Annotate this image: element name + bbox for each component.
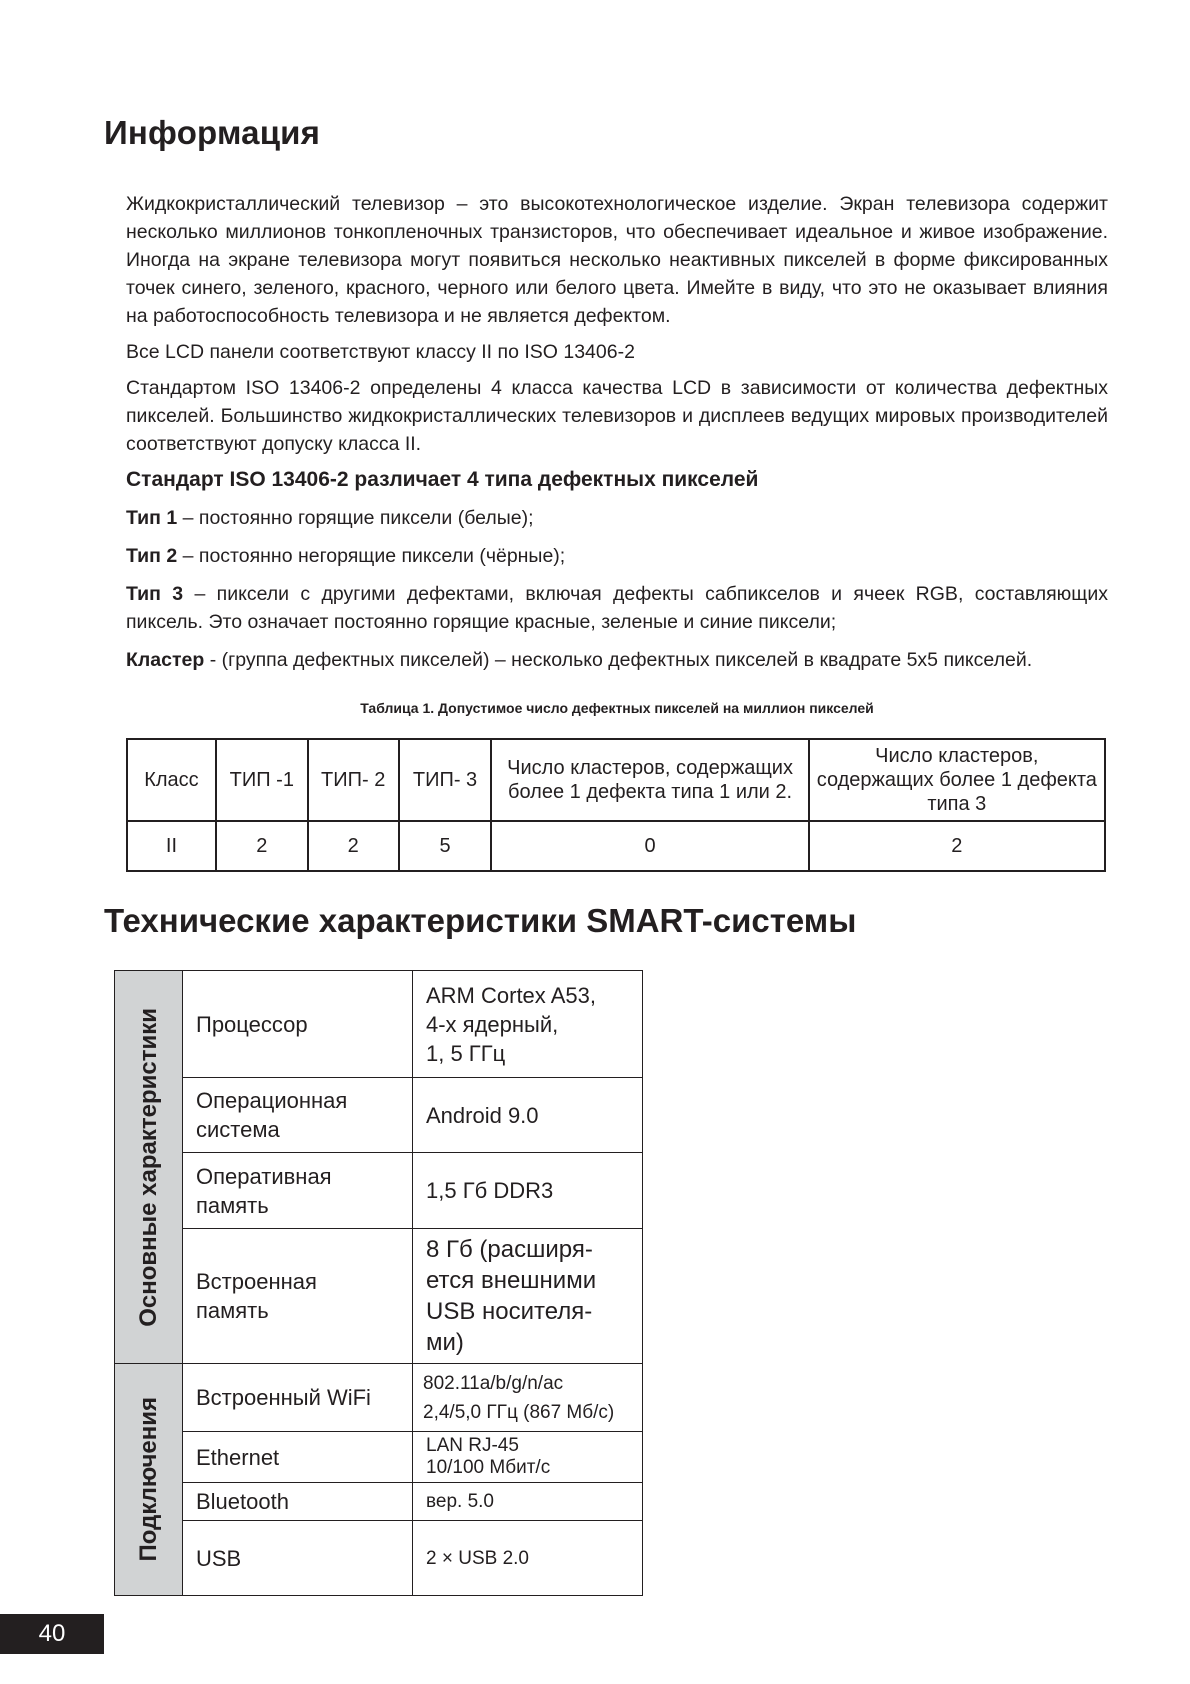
- spec-name-text: Встроенная память: [196, 1269, 317, 1323]
- spec-name: [183, 1432, 413, 1483]
- spec-name: [183, 1078, 413, 1153]
- group-conn-cell: [115, 1364, 183, 1596]
- defect-pixel-table: [126, 738, 1106, 872]
- spec-name-text: Ethernet: [196, 1444, 280, 1470]
- spec-row: [115, 1153, 643, 1229]
- spec-row: [115, 1078, 643, 1153]
- defect-text: - (группа дефектных пикселей) – несколько дефектных пикселей в квадрате 5х5 пикселей.: [204, 649, 1033, 671]
- spec-value: [413, 1483, 643, 1521]
- spec-name-text: Оперативная память: [196, 1163, 332, 1218]
- header-cell: ТИП- 2: [308, 739, 399, 821]
- table-row: [127, 821, 1105, 871]
- defect-type-1: [126, 504, 1108, 532]
- smart-title: Технические характеристики SMART-системы: [104, 902, 857, 939]
- spec-value: [413, 1229, 643, 1364]
- defect-type-3: [126, 580, 1108, 636]
- table-cell: 5: [399, 821, 492, 871]
- spec-value-text: 2 × USB 2.0: [426, 1547, 529, 1569]
- table-cell: 0: [491, 821, 808, 871]
- info-paragraph: Стандартом ISO 13406-2 определены 4 класса качества LCD в зависимости от количества дефектных пикселей. Большинство жидкокристаллических телевизоров и дисплеев ведущих мировых производителей соответствуют допуску класса II.: [126, 377, 1108, 455]
- spec-row: [115, 1521, 643, 1596]
- header-cell: Класс: [127, 739, 216, 821]
- group-main-label: Основные характеристики: [135, 1007, 162, 1327]
- defect-text: – постоянно горящие пиксели (белые);: [177, 507, 534, 529]
- spec-name-text: USB: [196, 1545, 242, 1571]
- table-header-row: [127, 739, 1105, 821]
- spec-value-text: 8 Гб (расширя- ется внешними USB носителя- ми): [426, 1236, 597, 1356]
- table-cell: 2: [809, 821, 1105, 871]
- defect-text: – пиксели с другими дефектами, включая дефекты сабпикселов и ячеек RGB, составляющих пиксель. Это означает постоянно горящие красные, зеленые и синие пиксели;: [126, 583, 1108, 633]
- smart-specs-table: [114, 970, 643, 1596]
- spec-value-text: 802.11a/b/g/n/ac 2,4/5,0 ГГц (867 Мб/с): [423, 1372, 615, 1423]
- group-main-cell: [115, 971, 183, 1364]
- spec-value-text: LAN RJ-45 10/100 Мбит/с: [426, 1435, 551, 1478]
- spec-value: [413, 1521, 643, 1596]
- spec-name: [183, 971, 413, 1078]
- info-paragraph: Жидкокристаллический телевизор – это высокотехнологическое изделие. Экран телевизора содержит несколько миллионов тонкопленочных транзисторов, что обеспечивает идеальное и живое изображение. Иногда на экране телевизора могут появиться несколько неактивных пикселей в форме фиксированных точек синего, зеленого, красного, черного или белого цвета. Имейте в виду, что это не оказывает влияния на работоспособность телевизора и не является дефектом.: [126, 193, 1108, 327]
- spec-name: [183, 1364, 413, 1432]
- spec-name: [183, 1521, 413, 1596]
- defect-label: Тип 2: [126, 545, 178, 567]
- spec-row: [115, 971, 643, 1078]
- spec-value: [413, 1432, 643, 1483]
- defect-type-2: [126, 542, 1108, 570]
- info-content: [126, 190, 1108, 872]
- spec-name: [183, 1153, 413, 1229]
- group-conn-label: Подключения: [135, 1397, 162, 1562]
- spec-name-text: Bluetooth: [196, 1489, 289, 1514]
- spec-value-text: Android 9.0: [426, 1102, 539, 1128]
- spec-name: [183, 1229, 413, 1364]
- spec-name: [183, 1483, 413, 1521]
- spec-row: [115, 1483, 643, 1521]
- table-caption: Таблица 1. Допустимое число дефектных пикселей на миллион пикселей: [360, 700, 874, 716]
- spec-value-text: 1,5 Гб DDR3: [426, 1178, 554, 1203]
- defect-label: Кластер: [126, 649, 205, 671]
- spec-name-text: Операционная система: [196, 1088, 348, 1142]
- spec-value: [413, 1078, 643, 1153]
- table-cell: 2: [216, 821, 308, 871]
- page-number: 40: [0, 1614, 104, 1654]
- header-cell: ТИП -1: [216, 739, 308, 821]
- header-cell: Число кластеров, содержащих более 1 дефекта типа 1 или 2.: [491, 739, 808, 821]
- spec-row: [115, 1432, 643, 1483]
- spec-value-text: ARM Cortex A53, 4-х ядерный, 1, 5 ГГц: [426, 982, 596, 1066]
- header-cell: ТИП- 3: [399, 739, 492, 821]
- defect-label: Тип 3: [126, 583, 184, 605]
- spec-row: [115, 1229, 643, 1364]
- spec-value: [413, 1153, 643, 1229]
- spec-row: [115, 1364, 643, 1432]
- spec-value: [413, 971, 643, 1078]
- spec-value-text: вер. 5.0: [426, 1491, 494, 1512]
- info-paragraph: Все LCD панели соответствуют классу II по ISO 13406-2: [126, 341, 635, 363]
- spec-name-text: Встроенный WiFi: [196, 1385, 371, 1410]
- table-cell: 2: [308, 821, 399, 871]
- header-cell: Число кластеров, содержащих более 1 дефекта типа 3: [809, 739, 1105, 821]
- spec-value: [413, 1364, 643, 1432]
- defect-cluster: [126, 646, 1108, 674]
- defects-heading: Стандарт ISO 13406-2 различает 4 типа дефектных пикселей: [126, 468, 759, 491]
- table-cell: II: [127, 821, 216, 871]
- defect-label: Тип 1: [126, 507, 178, 529]
- defect-text: – постоянно негорящие пиксели (чёрные);: [177, 545, 566, 567]
- info-title: Информация: [104, 114, 321, 151]
- spec-name-text: Процессор: [196, 1011, 308, 1037]
